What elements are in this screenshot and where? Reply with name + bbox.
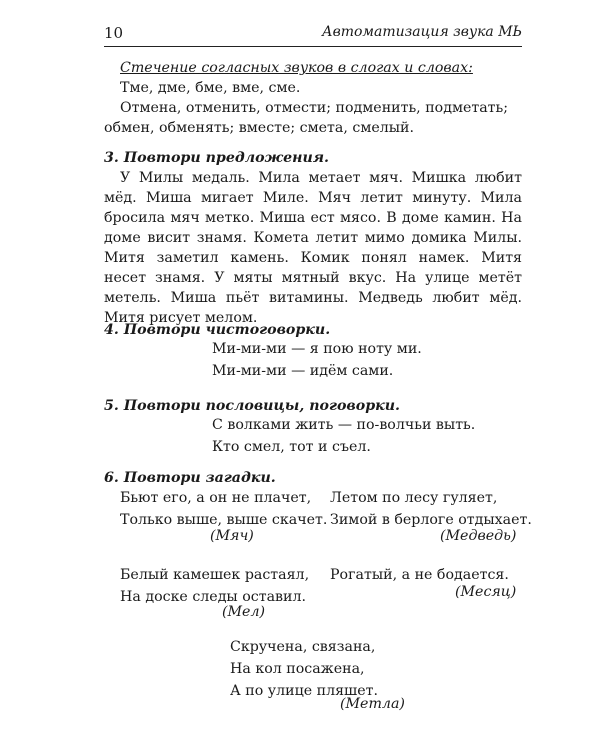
riddle-4-answer: (Месяц) <box>455 584 517 600</box>
riddle-1-line-2: Только выше, выше скачет. <box>120 512 328 528</box>
section4-title: 4. Повтори чистоговорки. <box>104 322 331 338</box>
riddle-2-line-1: Летом по лесу гуляет, <box>330 490 498 506</box>
page-number: 10 <box>104 24 124 42</box>
confluence-title: Стечение согласных звуков в слогах и словах: <box>120 60 473 76</box>
section3-text: У Милы медаль. Мила метает мяч. Мишка любит мёд. Миша мигает Миле. Мяч летит минуту. Мила бросила мяч метко. Миша ест мясо. В доме камин. На доме висит знамя. Комета летит мимо домика Милы. Митя заметил камень. Комик понял намек. Митя несет знамя. У мяты мятный вкус. На улице метёт метель. Миша пьёт витамины. Медведь любит мёд. Митя рисует мелом. <box>104 170 522 326</box>
riddle-2 <box>330 487 532 531</box>
riddle-4 <box>330 564 509 586</box>
riddle-5-line-2: На кол посажена, <box>230 661 365 677</box>
riddle-3-line-2: На доске следы оставил. <box>120 589 306 605</box>
section4-line-1: Ми-ми-ми — я пою ноту ми. <box>212 341 422 357</box>
riddle-3-line-1: Белый камешек растаял, <box>120 567 310 583</box>
riddle-2-answer: (Медведь) <box>440 528 517 544</box>
riddle-2-line-2: Зимой в берлоге отдыхает. <box>330 512 532 528</box>
riddle-5-line-1: Скручена, связана, <box>230 639 376 655</box>
running-title: Автоматизация звука МЬ <box>321 24 522 40</box>
section5-line-2: Кто смел, тот и съел. <box>212 439 371 455</box>
page-header <box>104 24 522 47</box>
riddle-3-answer: (Мел) <box>222 604 266 620</box>
riddle-1-line-1: Бьют его, а он не плачет, <box>120 490 312 506</box>
riddle-5-line-3: А по улице пляшет. <box>230 683 378 699</box>
section6-title: 6. Повтори загадки. <box>104 470 276 486</box>
riddle-5-answer: (Метла) <box>340 696 405 712</box>
riddle-4-line-1: Рогатый, а не бодается. <box>330 567 509 583</box>
confluence-syllables: Тме, дме, бме, вме, сме. <box>120 80 301 96</box>
riddle-1-answer: (Мяч) <box>210 528 254 544</box>
riddle-5 <box>230 636 378 702</box>
section5-line-1: С волками жить — по-волчьи выть. <box>212 417 476 433</box>
riddle-3 <box>120 564 309 608</box>
section3-title: 3. Повтори предложения. <box>104 150 329 166</box>
section4-line-2: Ми-ми-ми — идём сами. <box>212 363 394 379</box>
section5-title: 5. Повтори пословицы, поговорки. <box>104 398 400 414</box>
confluence-words: Отмена, отменить, отмести; подменить, подметать; обмен, обменять; вместе; смета, смелый. <box>104 100 509 136</box>
riddle-1 <box>120 487 327 531</box>
